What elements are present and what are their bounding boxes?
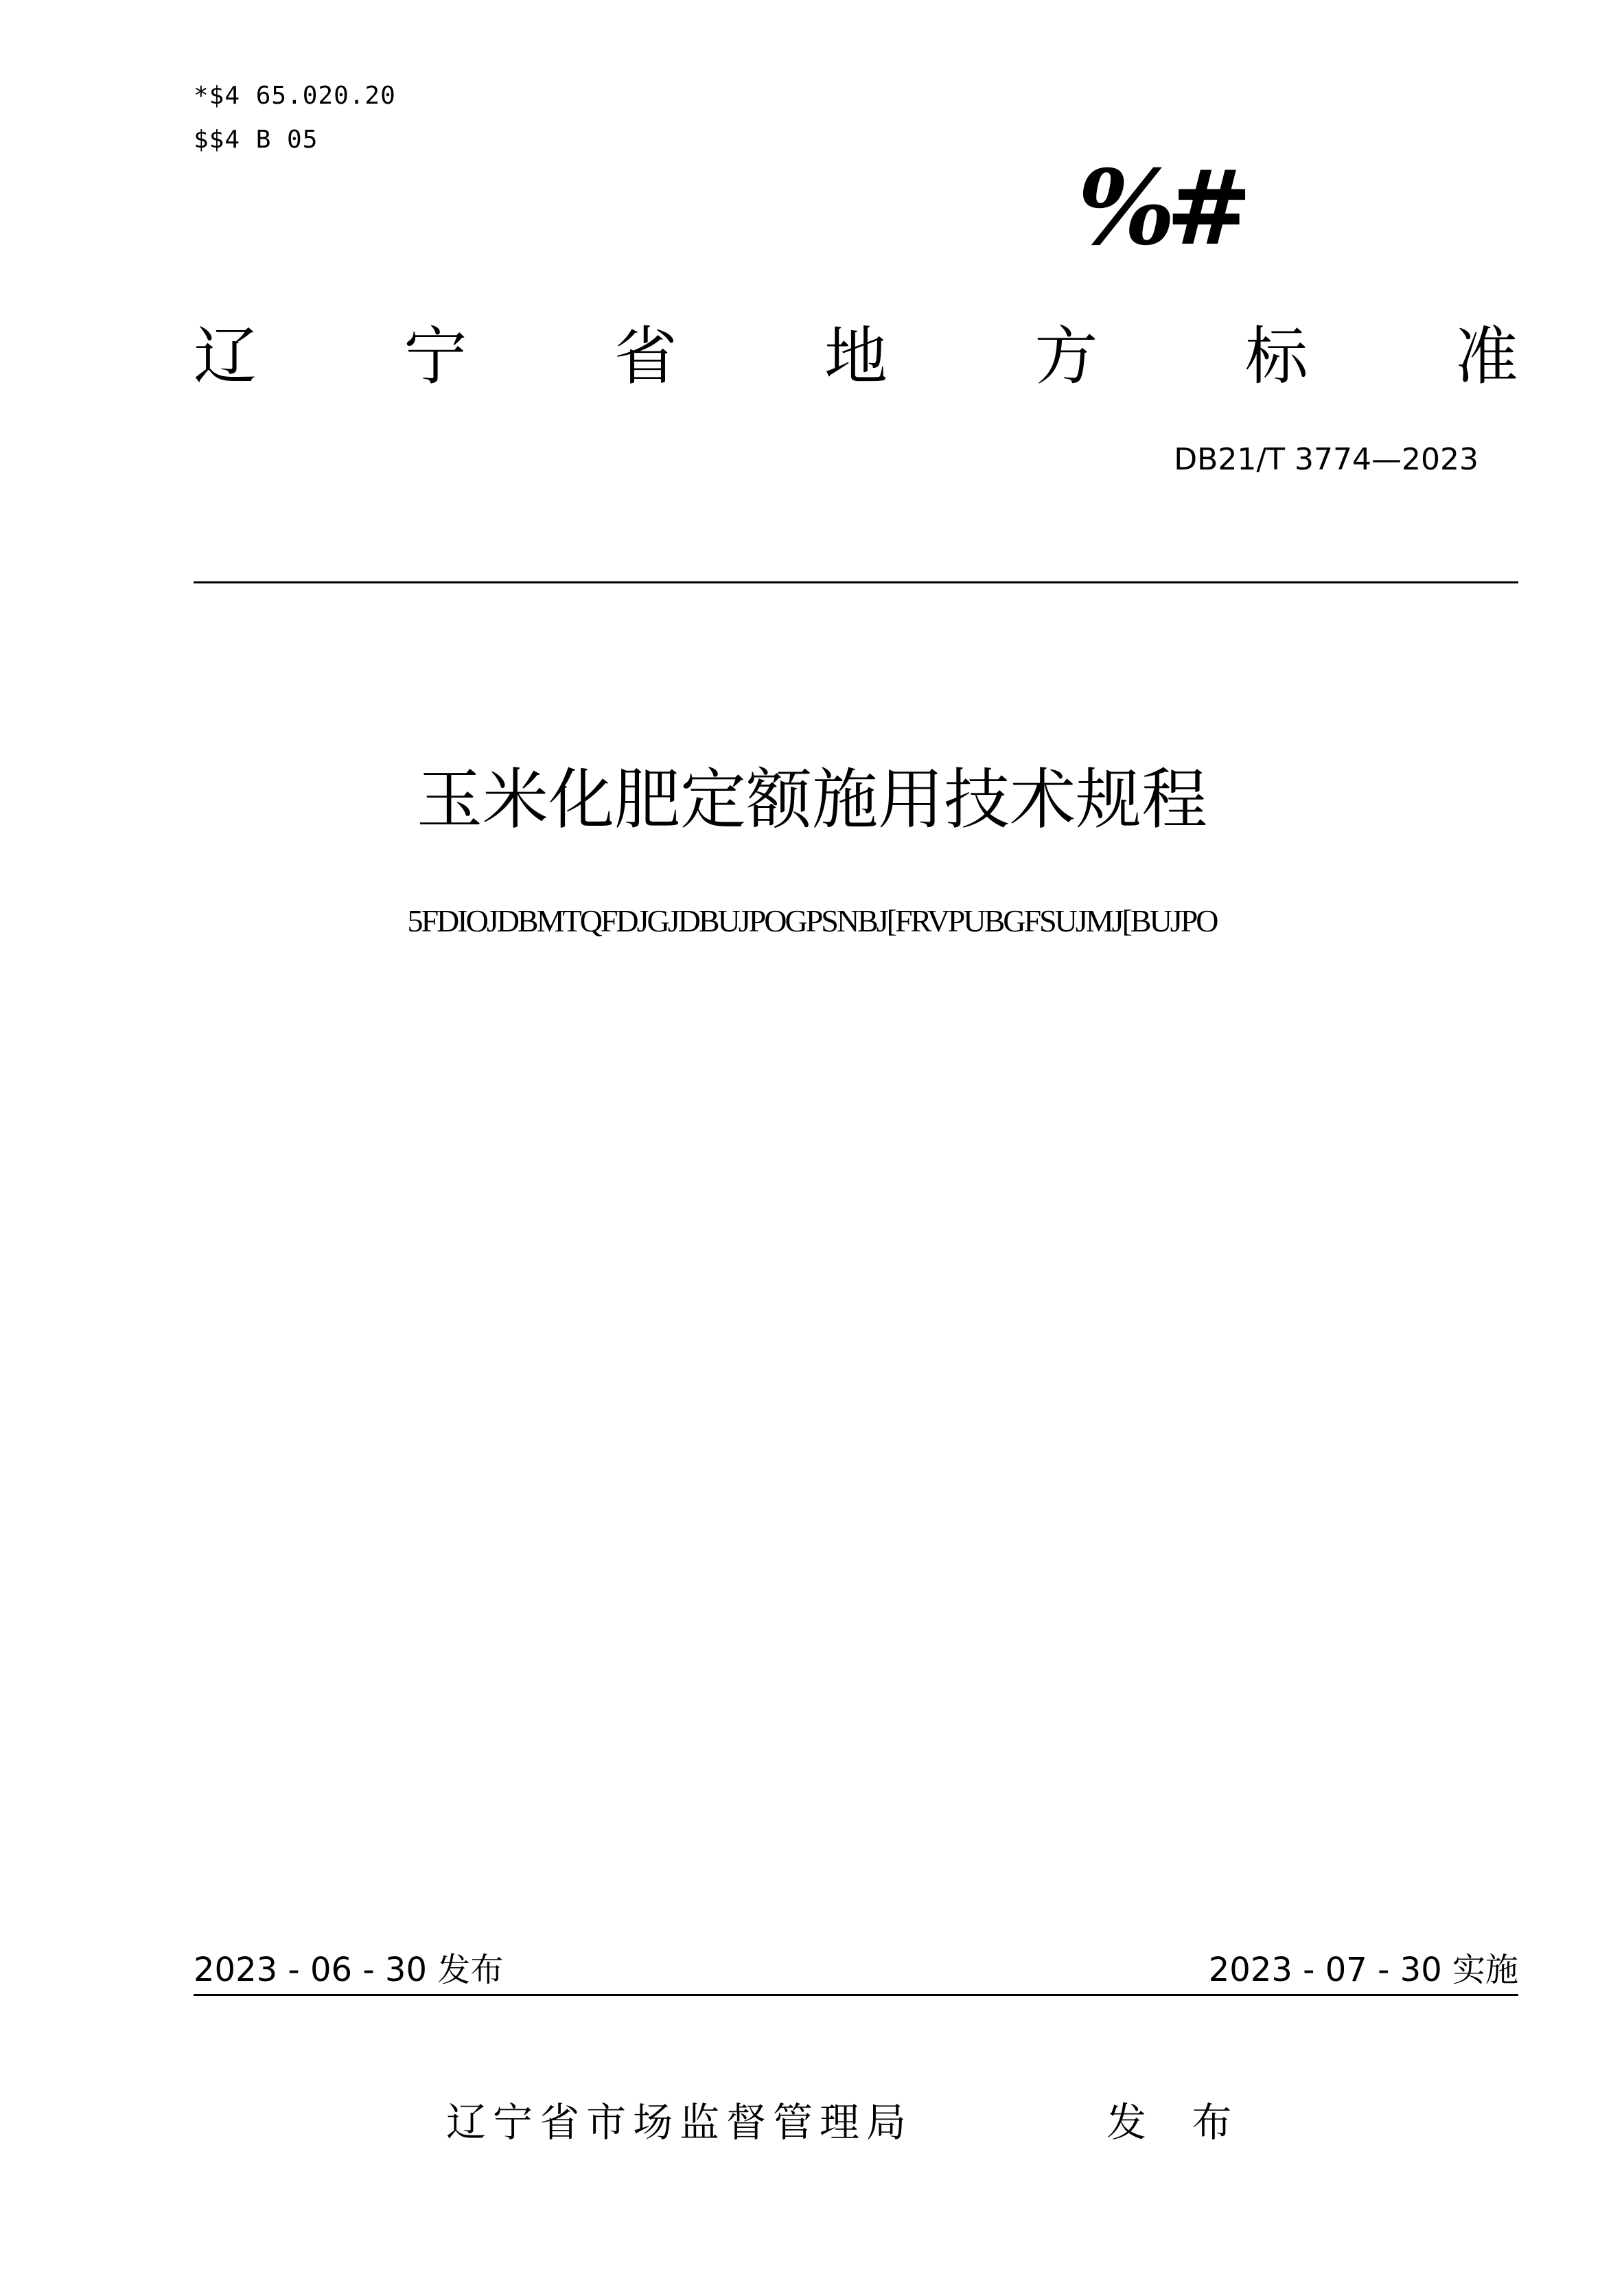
standard-type-char: 准: [1454, 320, 1518, 393]
standard-type-char: 标: [1244, 320, 1308, 393]
standard-type-heading: [194, 316, 1518, 398]
document-title-english: 5FDIOJDBMTQFDJGJDBUJPOGPSNBJ[FRVPUBGFSUJMJ[BUJPO: [407, 903, 1217, 938]
standard-type-char: 地: [824, 320, 888, 393]
db-standard-logo: %#: [1078, 148, 1243, 268]
standard-number: DB21/T 3774—2023: [1174, 442, 1478, 477]
ccs-classification-code: $$4 B 05: [194, 126, 318, 154]
standard-type-char: 宁: [404, 320, 467, 393]
ics-classification-code: *$4 65.020.20: [194, 82, 396, 110]
implementation-date: 2023 - 07 - 30 实施: [1208, 1951, 1518, 1989]
standard-type-char: 省: [614, 320, 677, 393]
publisher-name: 辽宁省市场监督管理局: [446, 2099, 914, 2146]
standard-type-char: 辽: [194, 320, 257, 393]
footer-divider: [194, 1994, 1518, 1996]
header-divider: [194, 581, 1518, 583]
publish-label: 发 布: [1106, 2099, 1249, 2146]
issue-date: 2023 - 06 - 30 发布: [194, 1951, 504, 1989]
document-title-chinese: 玉米化肥定额施用技术规程: [417, 761, 1207, 838]
standard-type-char: 方: [1034, 320, 1098, 393]
